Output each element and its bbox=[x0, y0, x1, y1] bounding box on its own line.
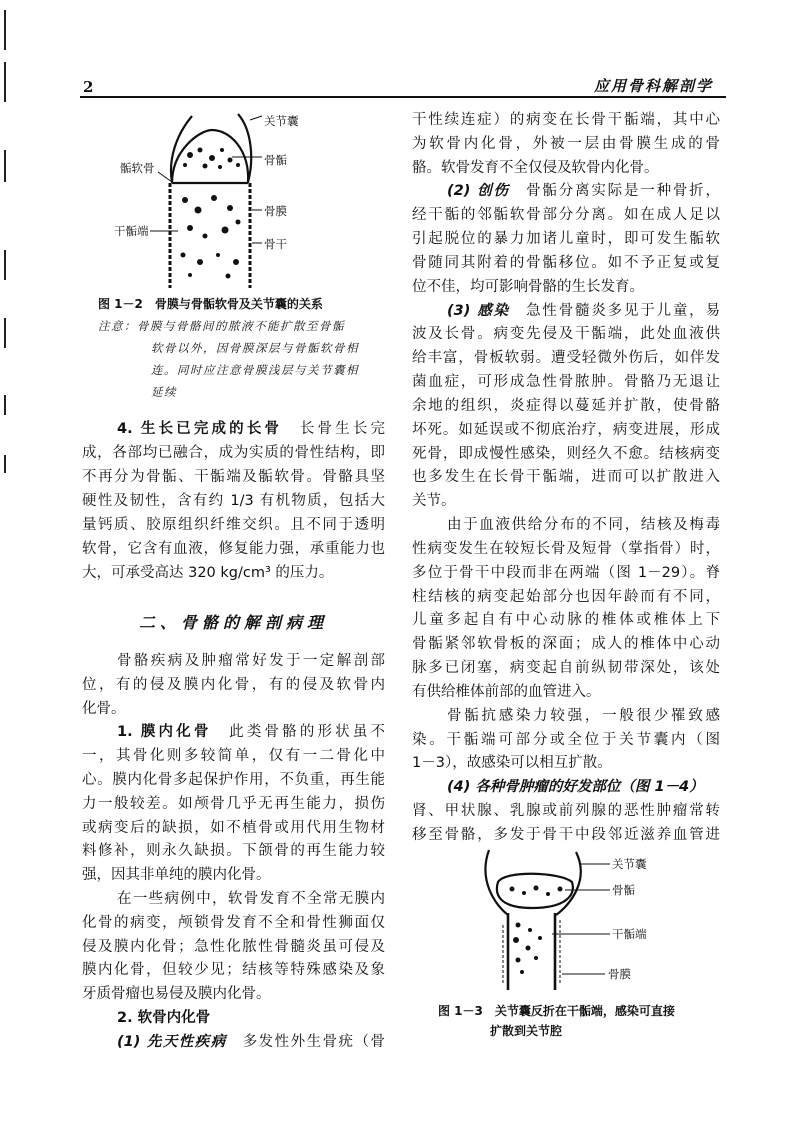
text-line bbox=[412, 490, 720, 514]
figure-1-3 bbox=[470, 842, 690, 992]
text-line bbox=[412, 323, 720, 347]
text-line-content: 位不佳，均可影响骨骼的生长发育。 bbox=[412, 278, 644, 295]
text-line bbox=[82, 698, 385, 722]
text-line bbox=[412, 776, 720, 800]
paragraph-lead: 2. 软骨内化骨 bbox=[117, 1009, 211, 1026]
text-line-content: 长骨生长完 bbox=[282, 421, 385, 437]
text-line bbox=[82, 441, 385, 465]
text-line-content: 心。膜内化骨多起保护作用，不负重，再生能 bbox=[82, 771, 385, 788]
text-line bbox=[412, 133, 720, 157]
text-line-content: 一，其骨化则多较简单，仅有一二骨化中 bbox=[82, 748, 385, 765]
text-line-content: 或病变后的缺损，如不植骨或用代用生物材 bbox=[82, 819, 385, 836]
text-line-content: 侵及膜内化骨；急性化脓性骨髓炎虽可侵及 bbox=[82, 938, 385, 955]
text-line-content: 急性骨髓炎多见于儿童，易 bbox=[509, 302, 720, 319]
label-periosteum: 骨膜 bbox=[608, 967, 631, 981]
text-line-content: 染。干骺端可部分或全位于关节囊内（图 bbox=[412, 731, 720, 748]
scan-mark bbox=[4, 455, 6, 473]
label-epiphyseal-cartilage: 骺软骨 bbox=[120, 161, 155, 175]
text-line bbox=[82, 513, 385, 537]
joint-capsule-diagram bbox=[470, 842, 690, 992]
paragraph-lead: 1. 膜内化骨 bbox=[117, 724, 212, 741]
text-line-content: 此类骨骼的形状虽不 bbox=[211, 724, 385, 741]
scan-mark bbox=[4, 250, 6, 280]
text-line-content: 位，有的侵及膜内化骨，有的侵及软骨内 bbox=[82, 676, 385, 693]
text-line bbox=[412, 466, 720, 490]
text-line-content: 不再分为骨骺、干骺端及骺软骨。骨骼具坚 bbox=[82, 469, 385, 485]
text-line-content: 化骨。 bbox=[82, 700, 126, 717]
text-line bbox=[82, 465, 385, 489]
label-metaphysis: 干骺端 bbox=[612, 927, 647, 941]
text-line-content: 菌血症，可形成急性骨脓肿。骨骼乃无退让 bbox=[412, 374, 720, 391]
text-line bbox=[412, 752, 720, 776]
paragraph-lead: (1) 先天性疾病 bbox=[117, 1033, 227, 1050]
left-column-body bbox=[82, 650, 385, 1055]
text-line-content: 余地的组织，炎症得以蔓延并扩散，使骨骼 bbox=[412, 397, 720, 414]
text-line bbox=[82, 745, 385, 769]
text-line bbox=[82, 983, 385, 1007]
running-header-title: 应用骨科解剖学 bbox=[594, 77, 714, 95]
diaphysis-walls bbox=[170, 183, 250, 288]
metaphysis-walls bbox=[508, 913, 555, 990]
text-line-content: 膜内化骨，但较少见；结核等特殊感染及象 bbox=[82, 962, 385, 979]
text-line bbox=[82, 864, 385, 888]
text-line bbox=[412, 252, 720, 276]
figure-1-2-note-line: 延续 bbox=[151, 385, 177, 399]
text-line bbox=[82, 1007, 385, 1031]
text-line-content: 成，各部均已融合，成为实质的骨性结构，即 bbox=[82, 445, 385, 461]
figure-1-2-caption: 图 1－2 骨膜与骨骺软骨及关节囊的关系 bbox=[98, 297, 323, 311]
text-line bbox=[412, 538, 720, 562]
text-line-content: 性病变发生在较短长骨及短骨（掌指骨）时， bbox=[412, 540, 720, 557]
text-line bbox=[412, 800, 720, 824]
text-line-content: 柱结核的病变起始部分也因年龄而有不同， bbox=[412, 588, 720, 605]
text-line-content: 多发性外生骨疣（骨 bbox=[226, 1033, 385, 1050]
figure-1-3-caption-line: 图 1－3 关节囊反折在干骺端，感染可直接 bbox=[438, 1004, 675, 1018]
scan-mark bbox=[4, 62, 6, 102]
text-line-content: 骨骺抗感染力较强，一般很少罹致感 bbox=[447, 707, 720, 724]
joint-capsule-left bbox=[171, 116, 192, 182]
text-line bbox=[82, 936, 385, 960]
text-line bbox=[412, 562, 720, 586]
header-rule bbox=[80, 96, 726, 98]
label-epiphysis: 骨骺 bbox=[612, 883, 635, 897]
text-line bbox=[82, 561, 385, 585]
joint-capsule-right bbox=[556, 852, 581, 915]
text-line-content: 骨骼疾病及肿瘤常好发于一定解剖部 bbox=[117, 653, 385, 669]
text-line bbox=[412, 276, 720, 300]
text-line-content: 料修补，则永久缺损。下颌骨的再生能力较 bbox=[82, 843, 385, 860]
paragraph-lead: (4) 各种骨肿瘤的好发部位（图 1－4） bbox=[447, 779, 704, 796]
scan-mark bbox=[4, 318, 6, 348]
figure-1-2-note-line: 软骨以外，因骨膜深层与骨骺软骨相 bbox=[151, 341, 359, 355]
text-line bbox=[412, 586, 720, 610]
text-line-content: 1－3），故感染可以相互扩散。 bbox=[412, 755, 612, 772]
text-line bbox=[412, 395, 720, 419]
text-line-content: 量钙质、胶原组织纤维交织。且不同于透明 bbox=[82, 517, 385, 533]
text-line-content: 有供给椎体前部的血管进入。 bbox=[412, 683, 601, 700]
scan-mark bbox=[4, 10, 6, 50]
text-line-content: 也多发生在长骨干骺端，进而可以扩散进入 bbox=[412, 469, 720, 486]
text-line bbox=[82, 769, 385, 793]
text-line bbox=[412, 633, 720, 657]
text-line bbox=[82, 817, 385, 841]
text-line-content: 关节。 bbox=[412, 493, 456, 510]
label-metaphysis: 干骺端 bbox=[114, 224, 149, 238]
text-line bbox=[412, 180, 720, 204]
text-line-content: 在一些病例中，软骨发育不全常无膜内 bbox=[117, 890, 385, 907]
figure-1-2 bbox=[100, 105, 340, 295]
text-line-content: 大，可承受高达 320 kg/cm³ 的压力。 bbox=[82, 565, 334, 581]
text-line bbox=[82, 793, 385, 817]
paragraph-lead: (2) 创伤 bbox=[447, 183, 510, 200]
text-line bbox=[412, 347, 720, 371]
text-line bbox=[82, 959, 385, 983]
text-line-content: 肾、甲状腺、乳腺或前列腺的恶性肿瘤常转 bbox=[412, 803, 720, 820]
text-line-content: 骨随同其附着的骨骺移位。如不予正复或复 bbox=[412, 254, 720, 271]
text-line bbox=[412, 157, 720, 181]
figure-1-3-caption-line: 扩散到关节腔 bbox=[490, 1024, 563, 1038]
scan-mark bbox=[4, 150, 6, 182]
text-line bbox=[412, 705, 720, 729]
paragraph-grown-long-bone bbox=[82, 417, 385, 585]
text-line-content: 儿童多起自有中心动脉的椎体或椎体上下 bbox=[412, 612, 720, 629]
text-line-content: 波及长骨。病变先侵及干骺端，此处血液供 bbox=[412, 326, 720, 343]
text-line bbox=[82, 417, 385, 441]
page-number: 2 bbox=[83, 78, 94, 96]
text-line-content: 多位于骨干中段而非在两端（图 1－29）。脊 bbox=[412, 564, 720, 581]
text-line bbox=[412, 681, 720, 705]
text-line bbox=[82, 537, 385, 561]
text-line-content: 死骨，即成慢性感染，则经久不愈。结核病变 bbox=[412, 445, 720, 462]
text-line bbox=[82, 650, 385, 674]
text-line-content: 移至骨骼，多发于骨干中段邻近滋养血管进 bbox=[412, 826, 720, 843]
text-line-content: 骨骺分离实际是一种骨折， bbox=[509, 183, 720, 200]
text-line bbox=[412, 729, 720, 753]
text-line-content: 牙质骨瘤也易侵及膜内化骨。 bbox=[82, 986, 271, 1003]
text-line bbox=[412, 300, 720, 324]
paragraph-lead: 4. 生长已完成的长骨 bbox=[117, 421, 283, 437]
text-line bbox=[412, 443, 720, 467]
text-line-content: 骼。软骨发育不全仅侵及软骨内化骨。 bbox=[412, 159, 659, 176]
text-line-content: 强，因其非单纯的膜内化骨。 bbox=[82, 867, 271, 884]
label-joint-capsule: 关节囊 bbox=[612, 857, 647, 871]
text-line-content: 硬性及韧性，含有约 1/3 有机物质，包括大 bbox=[82, 493, 385, 509]
text-line bbox=[82, 840, 385, 864]
figure-1-2-note-line: 连。同时应注意骨膜浅层与关节囊相 bbox=[151, 363, 359, 377]
text-line bbox=[412, 657, 720, 681]
text-line-content: 力一般较差。如颅骨几乎无再生能力，损伤 bbox=[82, 795, 385, 812]
scan-mark bbox=[4, 395, 6, 415]
text-line-content: 骨骺紧邻软骨板的深面；成人的椎体中心动 bbox=[412, 636, 720, 653]
text-line-content: 软骨，它含有血液，修复能力强，承重能力也 bbox=[82, 541, 385, 557]
text-line-content: 经干骺的邻骺软骨部分分离。如在成人足以 bbox=[412, 207, 720, 224]
figure-1-2-note-line: 注意：骨膜与骨骼间的脓液不能扩散至骨骺 bbox=[98, 319, 345, 333]
text-line bbox=[412, 109, 720, 133]
text-line bbox=[412, 514, 720, 538]
text-line bbox=[82, 888, 385, 912]
label-joint-capsule: 关节囊 bbox=[264, 114, 299, 128]
text-line bbox=[412, 371, 720, 395]
bone-epiphysis-diagram bbox=[100, 105, 340, 295]
text-line bbox=[412, 609, 720, 633]
label-diaphysis: 骨干 bbox=[264, 237, 287, 251]
text-line-content: 引起脱位的暴力加诸儿童时，即可发生骺软 bbox=[412, 231, 720, 248]
text-line bbox=[412, 204, 720, 228]
text-line bbox=[412, 228, 720, 252]
label-periosteum: 骨膜 bbox=[264, 204, 287, 218]
text-line-content: 给丰富，骨板软弱。遭受轻微外伤后，如伴发 bbox=[412, 350, 720, 367]
text-line bbox=[412, 419, 720, 443]
section-heading: 二、骨骼的解剖病理 bbox=[138, 613, 328, 632]
text-line bbox=[82, 674, 385, 698]
text-line bbox=[82, 489, 385, 513]
text-line-content: 为软骨内化骨，外被一层由骨膜生成的骨 bbox=[412, 135, 720, 152]
text-line bbox=[82, 1031, 385, 1055]
text-line-content: 化骨的病变，颅锁骨发育不全和骨性狮面仅 bbox=[82, 914, 385, 931]
text-line-content: 由于血液供给分布的不同，结核及梅毒 bbox=[447, 517, 720, 534]
text-line-content: 坏死。如延误或不彻底治疗，病变进展，形成 bbox=[412, 421, 720, 438]
text-line-content: 干性续连症）的病变在长骨干骺端，其中心 bbox=[412, 112, 720, 128]
right-column-body bbox=[412, 109, 720, 848]
text-line-content: 脉多已闭塞，病变起自前纵韧带深处，该处 bbox=[412, 660, 720, 677]
text-line bbox=[82, 721, 385, 745]
label-epiphysis: 骨骺 bbox=[264, 153, 287, 167]
text-line bbox=[82, 912, 385, 936]
paragraph-lead: (3) 感染 bbox=[447, 302, 510, 319]
